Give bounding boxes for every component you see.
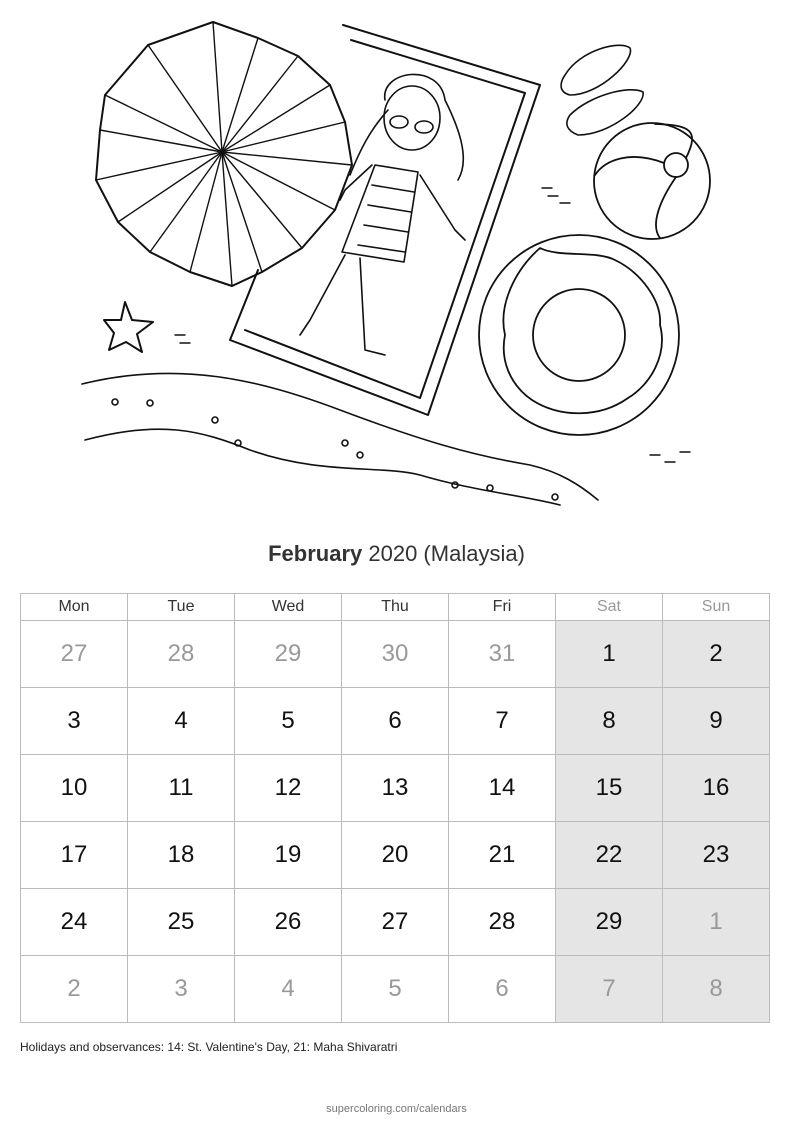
week-row bbox=[21, 956, 770, 1023]
shoreline-waves-icon bbox=[82, 373, 598, 505]
day-cell: 14 bbox=[449, 755, 556, 822]
day-cell: 1 bbox=[663, 889, 770, 956]
day-cell: 21 bbox=[449, 822, 556, 889]
day-cell: 28 bbox=[128, 621, 235, 688]
day-cell: 12 bbox=[235, 755, 342, 822]
week-row bbox=[21, 621, 770, 688]
day-cell: 2 bbox=[663, 621, 770, 688]
sand-dashes-icon bbox=[175, 188, 690, 462]
week-row bbox=[21, 688, 770, 755]
day-cell: 19 bbox=[235, 822, 342, 889]
flip-flops-icon bbox=[561, 45, 643, 135]
week-row bbox=[21, 755, 770, 822]
calendar-grid bbox=[20, 593, 770, 1023]
day-cell: 10 bbox=[21, 755, 128, 822]
starfish-icon bbox=[104, 302, 153, 352]
day-cell: 11 bbox=[128, 755, 235, 822]
calendar-title bbox=[0, 541, 793, 567]
day-cell: 6 bbox=[342, 688, 449, 755]
weekday-header: Fri bbox=[449, 594, 556, 621]
day-cell: 22 bbox=[556, 822, 663, 889]
week-row bbox=[21, 889, 770, 956]
day-cell: 28 bbox=[449, 889, 556, 956]
swim-ring-icon bbox=[479, 235, 679, 435]
day-cell: 8 bbox=[663, 956, 770, 1023]
weekday-header: Thu bbox=[342, 594, 449, 621]
beach-ball-icon bbox=[594, 123, 710, 239]
day-cell: 26 bbox=[235, 889, 342, 956]
day-cell: 30 bbox=[342, 621, 449, 688]
day-cell: 29 bbox=[235, 621, 342, 688]
day-cell: 13 bbox=[342, 755, 449, 822]
day-cell: 8 bbox=[556, 688, 663, 755]
day-cell: 4 bbox=[128, 688, 235, 755]
beach-umbrella-icon bbox=[96, 22, 352, 286]
day-cell: 24 bbox=[21, 889, 128, 956]
title-year-country: 2020 (Malaysia) bbox=[368, 541, 525, 566]
title-month: February bbox=[268, 541, 363, 566]
weekday-header: Wed bbox=[235, 594, 342, 621]
beach-coloring-illustration bbox=[0, 0, 793, 520]
day-cell: 3 bbox=[128, 956, 235, 1023]
day-cell: 18 bbox=[128, 822, 235, 889]
day-cell: 16 bbox=[663, 755, 770, 822]
weekday-header: Sat bbox=[556, 594, 663, 621]
day-cell: 17 bbox=[21, 822, 128, 889]
day-cell: 27 bbox=[342, 889, 449, 956]
day-cell: 9 bbox=[663, 688, 770, 755]
sunbathing-girl-icon bbox=[300, 74, 465, 355]
day-cell: 27 bbox=[21, 621, 128, 688]
week-row bbox=[21, 822, 770, 889]
day-cell: 7 bbox=[449, 688, 556, 755]
weekday-header: Tue bbox=[128, 594, 235, 621]
day-cell: 7 bbox=[556, 956, 663, 1023]
day-cell: 6 bbox=[449, 956, 556, 1023]
day-cell: 15 bbox=[556, 755, 663, 822]
holidays-note: Holidays and observances: 14: St. Valentine's Day, 21: Maha Shivaratri bbox=[20, 1040, 398, 1054]
day-cell: 25 bbox=[128, 889, 235, 956]
footer-source: supercoloring.com/calendars bbox=[326, 1103, 467, 1115]
weekday-header: Sun bbox=[663, 594, 770, 621]
day-cell: 4 bbox=[235, 956, 342, 1023]
day-cell: 31 bbox=[449, 621, 556, 688]
day-cell: 5 bbox=[235, 688, 342, 755]
calendar-body bbox=[21, 621, 770, 1023]
weekday-header: Mon bbox=[21, 594, 128, 621]
weekday-header-row bbox=[21, 594, 770, 621]
day-cell: 2 bbox=[21, 956, 128, 1023]
day-cell: 5 bbox=[342, 956, 449, 1023]
day-cell: 29 bbox=[556, 889, 663, 956]
day-cell: 1 bbox=[556, 621, 663, 688]
day-cell: 3 bbox=[21, 688, 128, 755]
day-cell: 23 bbox=[663, 822, 770, 889]
day-cell: 20 bbox=[342, 822, 449, 889]
